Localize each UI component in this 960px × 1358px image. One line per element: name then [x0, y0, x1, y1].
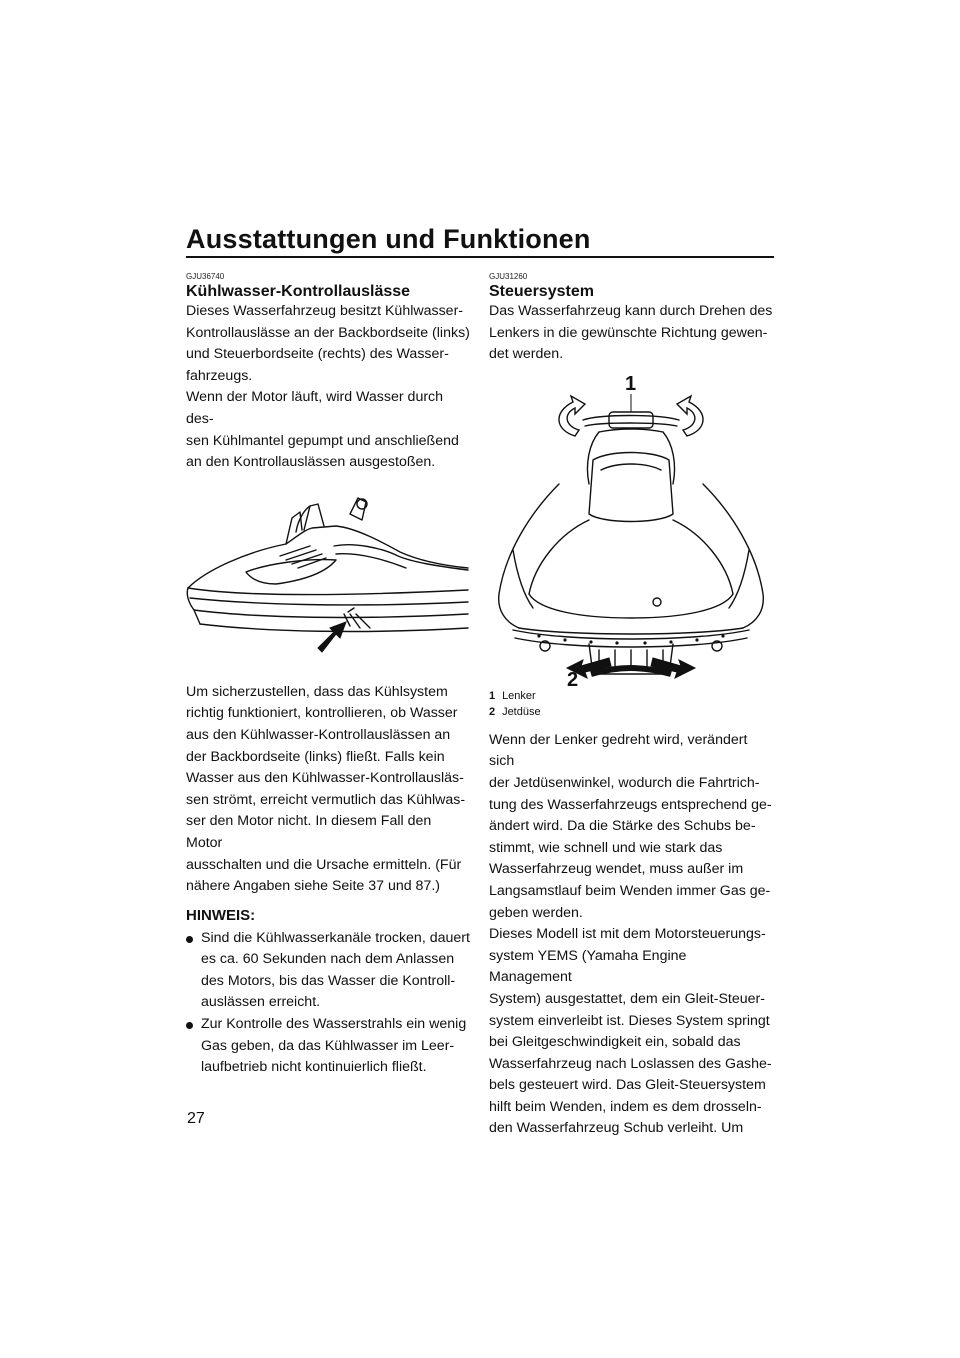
header-rule — [186, 256, 774, 258]
text-line: richtig funktioniert, kontrollieren, ob Wasser — [186, 705, 458, 722]
text-line: sen Kühlmantel gepumpt und anschließend — [186, 432, 459, 449]
bullet-dot-icon — [186, 936, 193, 943]
legend-number: 2 — [489, 705, 496, 718]
section-code: GJU36740 — [186, 272, 225, 281]
text-line: es ca. 60 Sekunden nach dem Anlassen — [201, 951, 455, 968]
text-line: des Motors, bis das Wasser die Kontroll- — [201, 972, 456, 989]
text-line: sen strömt, erreicht vermutlich das Kühlwas- — [186, 791, 466, 808]
text-line: system einverleibt ist. Dieses System springt — [489, 1012, 770, 1029]
paragraph-steering-2 — [489, 924, 773, 1140]
text-line: Um sicherzustellen, dass das Kühlsystem — [186, 683, 448, 700]
text-line: laufbetrieb nicht kontinuierlich fließt. — [201, 1059, 427, 1076]
right-column — [489, 272, 773, 1140]
text-line: hilft beim Wenden, indem es dem drosseln- — [489, 1098, 762, 1115]
text-line: fahrzeugs. — [186, 367, 253, 384]
left-column — [186, 272, 470, 1079]
figure-label-1: 1 — [625, 373, 637, 395]
text-line: den Wasserfahrzeug Schub verleiht. Um — [489, 1120, 744, 1137]
outlet-arrow — [318, 622, 346, 652]
text-line: Dieses Modell ist mit dem Motorsteuerungs- — [489, 926, 766, 943]
text-line: Wasser aus den Kühlwasser-Kontrollausläs- — [186, 770, 464, 787]
text-line: Wenn der Motor läuft, wird Wasser durch des- — [186, 389, 444, 427]
legend-item — [489, 688, 773, 704]
text-line: aus den Kühlwasser-Kontrollauslässen an — [186, 726, 451, 743]
text-line: ausschalten und die Ursache ermitteln. (Für — [186, 856, 462, 873]
text-line: det werden. — [489, 346, 564, 363]
text-line: ändert wird. Da die Stärke des Schubs be- — [489, 818, 756, 835]
text-line: bels gesteuert wird. Das Gleit-Steuersystem — [489, 1077, 766, 1094]
text-line: an den Kontrollauslässen ausgestoßen. — [186, 454, 436, 471]
text-line: Das Wasserfahrzeug kann durch Drehen des — [489, 303, 773, 319]
legend-number: 1 — [489, 689, 496, 702]
figure-label-2: 2 — [567, 668, 579, 686]
text-line: geben werden. — [489, 904, 583, 921]
list-item — [186, 928, 470, 1014]
note-title: HINWEIS: — [186, 906, 256, 924]
text-line: Wasserfahrzeug wendet, muss außer im — [489, 861, 744, 878]
paragraph-cooling-1 — [186, 301, 470, 387]
page-title: Ausstattungen und Funktionen — [186, 224, 591, 254]
text-line: bei Gleitgeschwindigkeit ein, sobald das — [489, 1034, 741, 1051]
text-line: Langsamstlauf beim Wenden immer Gas ge- — [489, 882, 771, 899]
text-line: Sind die Kühlwasserkanäle trocken, dauert — [201, 929, 470, 946]
text-line: und Steuerbordseite (rechts) des Wasser- — [186, 346, 449, 363]
legend-text: Lenker — [502, 689, 536, 702]
text-line: Kontrollauslässe an der Backbordseite (links) — [186, 324, 470, 341]
text-line: tung des Wasserfahrzeugs entsprechend ge- — [489, 796, 772, 813]
text-line: Gas geben, da das Kühlwasser im Leer- — [201, 1037, 455, 1054]
text-line: Zur Kontrolle des Wasserstrahls ein wenig — [201, 1016, 467, 1033]
rotate-left-arrow-icon — [559, 396, 585, 436]
figure-legend — [489, 688, 773, 720]
text-line: Lenkers in die gewünschte Richtung gewen- — [489, 324, 768, 341]
paragraph-cooling-3 — [186, 682, 470, 898]
legend-text: Jetdüse — [502, 705, 541, 718]
jetski-rear-illustration — [489, 374, 773, 686]
section-title-steering: Steuersystem — [489, 283, 594, 300]
rotate-right-arrow-icon — [677, 396, 703, 436]
text-line: Dieses Wasserfahrzeug besitzt Kühlwasser- — [186, 303, 464, 319]
text-line: nähere Angaben siehe Seite 37 und 87.) — [186, 878, 441, 895]
paragraph-steering-1 — [489, 730, 773, 924]
list-item — [186, 1014, 470, 1079]
text-line: system YEMS (Yamaha Engine Management — [489, 947, 687, 986]
text-line: stimmt, wie schnell und wie stark das — [489, 839, 723, 856]
bullet-dot-icon — [186, 1022, 193, 1029]
jetski-side-illustration — [186, 490, 470, 670]
swing-double-arrow-icon — [591, 668, 671, 674]
text-line: der Backbordseite (links) fließt. Falls kein — [186, 748, 445, 765]
page-header — [186, 222, 774, 258]
section-code: GJU31260 — [489, 272, 528, 281]
text-line: auslässen erreicht. — [201, 994, 321, 1011]
page-number: 27 — [187, 1110, 205, 1127]
paragraph-cooling-2 — [186, 387, 470, 473]
note-bullet-list — [186, 928, 470, 1079]
text-line: Wasserfahrzeug nach Loslassen des Gashe- — [489, 1055, 772, 1072]
legend-item — [489, 704, 773, 720]
text-line: ser den Motor nicht. In diesem Fall den Motor — [186, 813, 432, 851]
paragraph-steering-intro — [489, 301, 773, 366]
section-title-cooling: Kühlwasser-Kontrollauslässe — [186, 283, 411, 300]
text-line: System) ausgestattet, dem ein Gleit-Steuer- — [489, 990, 765, 1007]
text-line: Wenn der Lenker gedreht wird, verändert sich — [489, 731, 748, 770]
text-line: der Jetdüsenwinkel, wodurch die Fahrtrich- — [489, 774, 760, 791]
